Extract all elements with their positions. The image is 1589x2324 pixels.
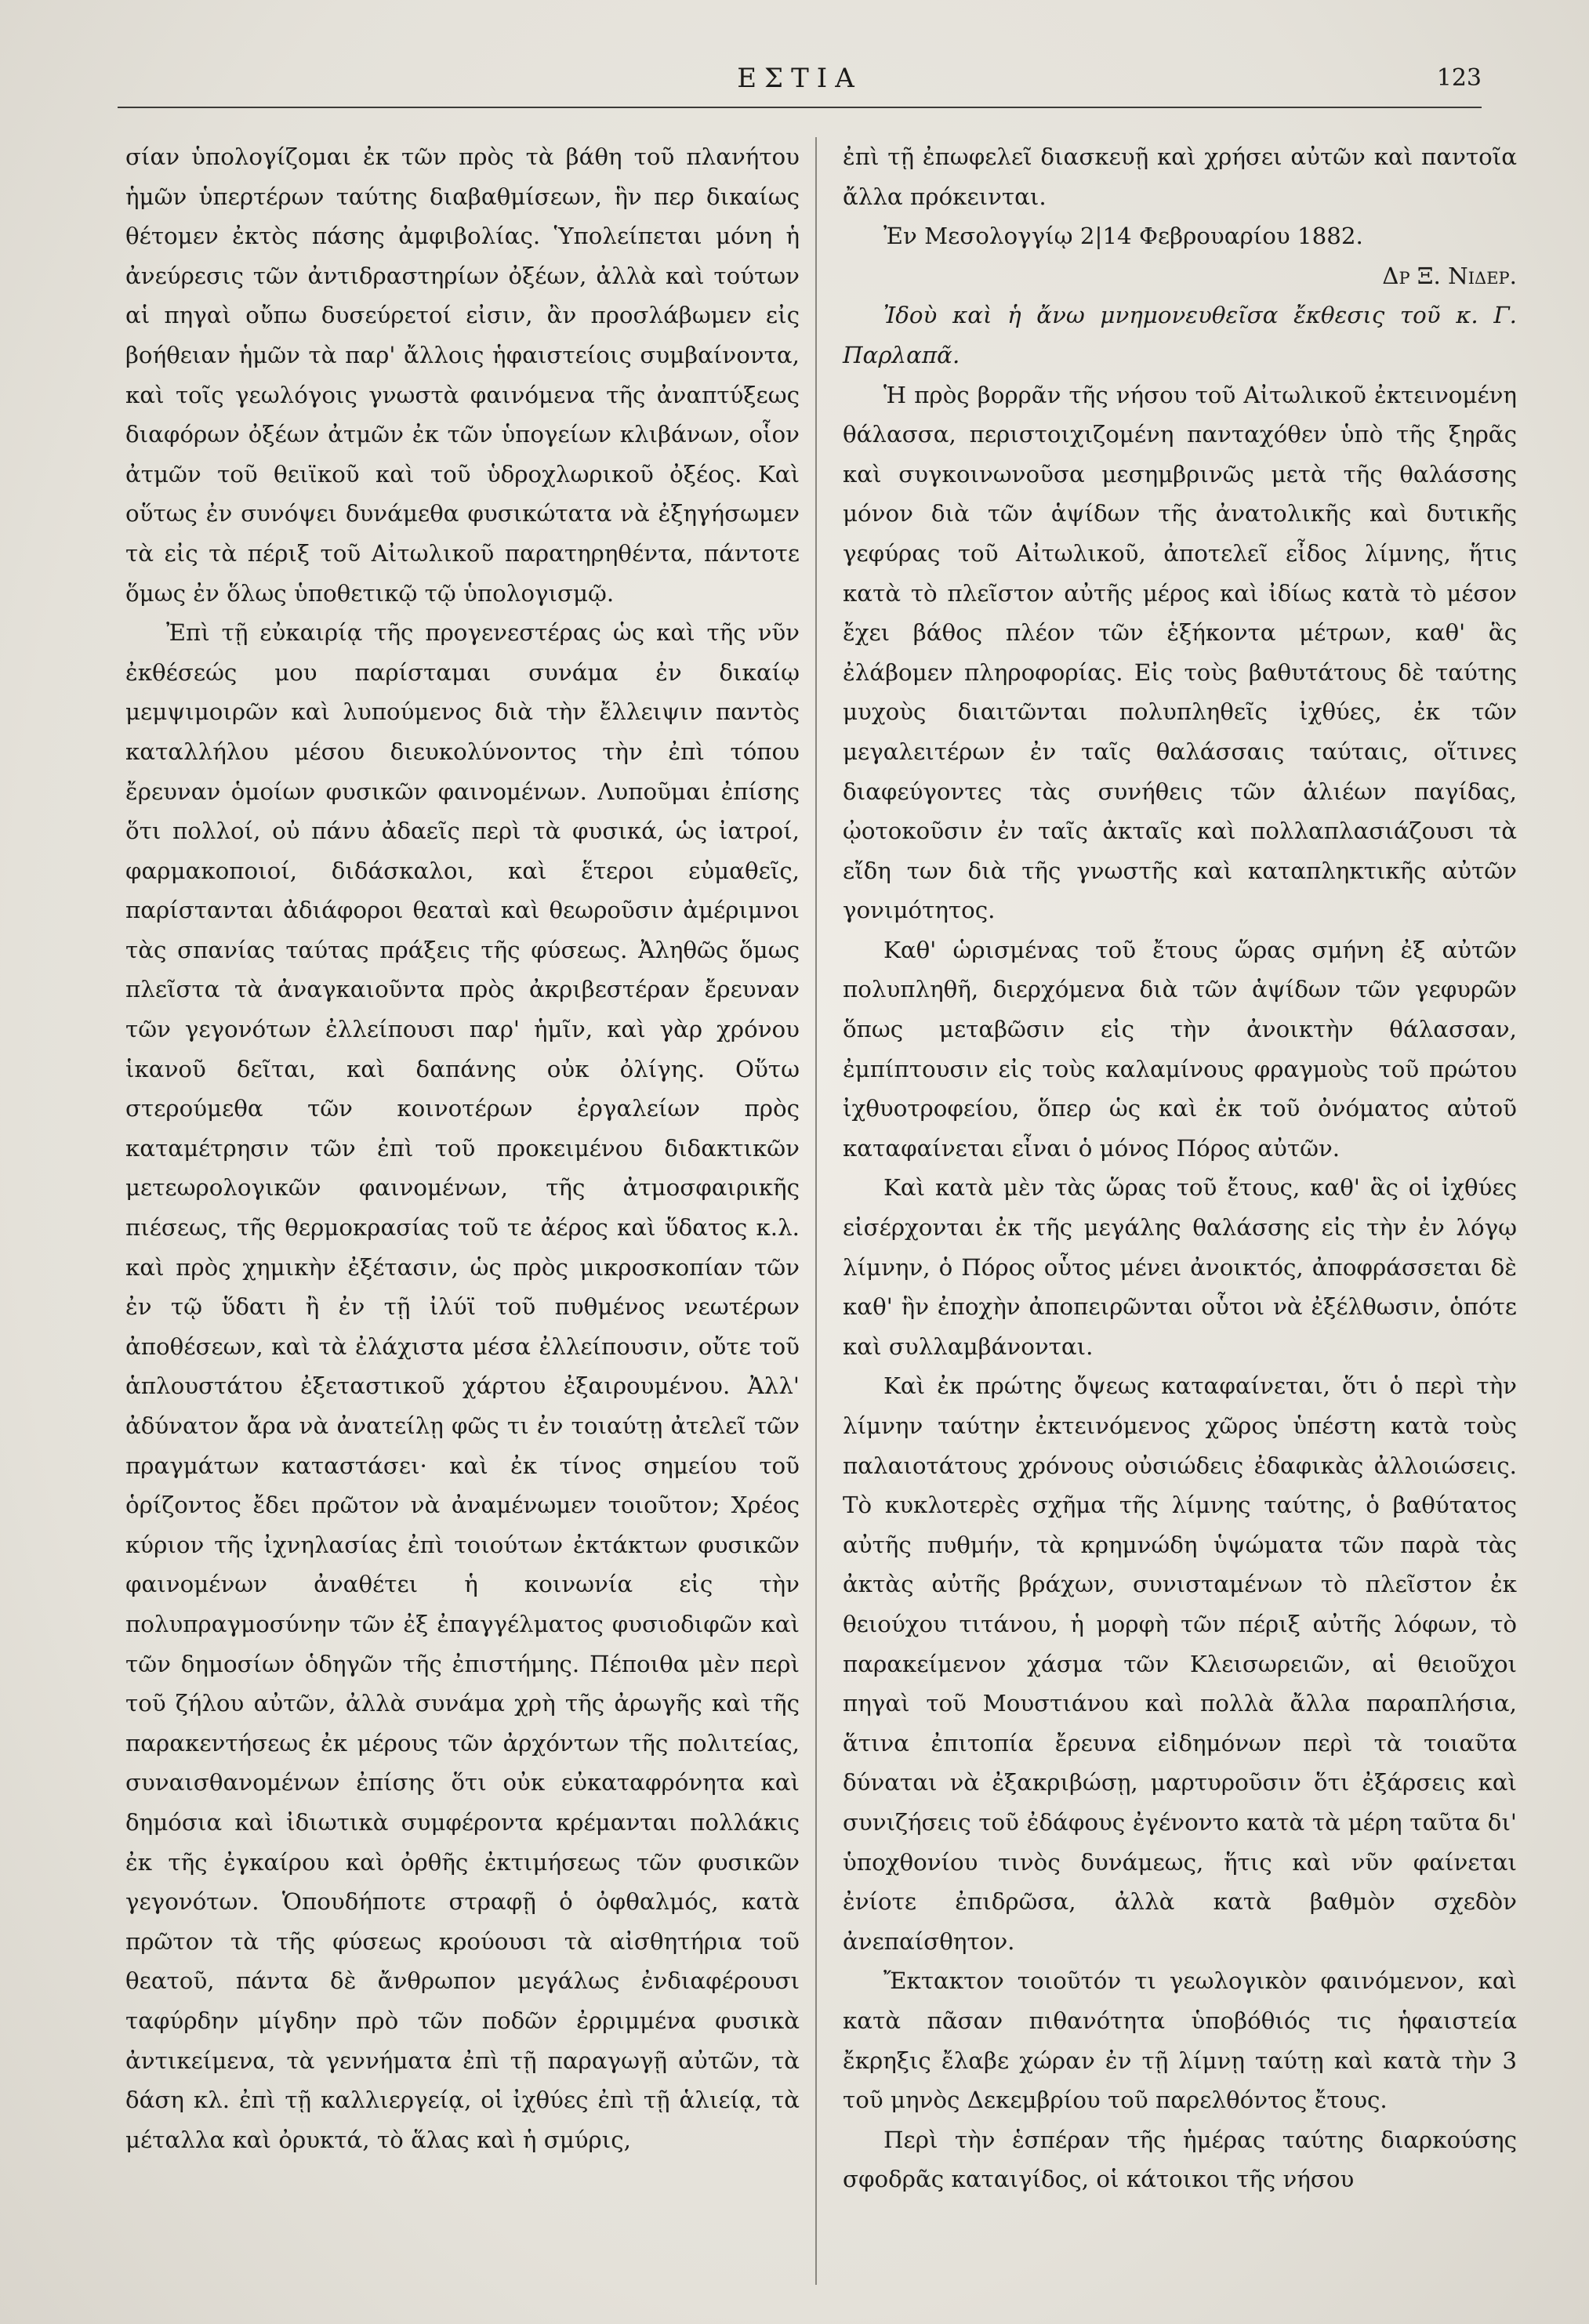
paragraph: σίαν ὑπολογίζομαι ἐκ τῶν πρὸς τὰ βάθη τοῦ πλανήτου ἡμῶν ὑπερτέρων ταύτης διαβαθμίσεων, ἣν περ δικαίως θέτομεν ἐκτὸς πάσης ἀμφιβολίας. Ὑπολείπεται μόνη ἡ ἀνεύρεσις τῶν ἀντιδραστηρίων ὀξέων, ἀλλὰ καὶ τούτων αἱ πηγαὶ οὔπω δυσεύρετοί εἰσιν, ἂν προσλάβωμεν εἰς βοήθειαν ἡμῶν τὰ παρ' ἄλλοις ἡφαιστείοις συμβαίνοντα, καὶ τοῖς γεωλόγοις γνωστὰ φαινόμενα τῆς ἀναπτύξεως διαφόρων ὀξέων ἀτμῶν ἐκ τῶν ὑπογείων κλιβάνων, οἷον ἀτμῶν τοῦ θειϊκοῦ καὶ τοῦ ὑδροχλωρικοῦ ὀξέος. Καὶ οὕτως ἐν συνόψει δυνάμεθα φυσικώτατα νὰ ἐξηγήσωμεν τὰ εἰς τὰ πέριξ τοῦ Αἰτωλικοῦ παρατηρηθέντα, πάντοτε ὅμως ἐν ὅλως ὑποθετικῷ τῷ ὑπολογισμῷ. [125, 143, 800, 607]
paragraph: Ἡ πρὸς βορρᾶν τῆς νήσου τοῦ Αἰτωλικοῦ ἐκτεινομένη θάλασσα, περιστοιχιζομένη πανταχόθεν ὑπὸ τῆς ξηρᾶς καὶ συγκοινωνοῦσα μεσημβρινῶς μετὰ τῆς θαλάσσης μόνον διὰ τῶν ἁψίδων τῆς ἀνατολικῆς καὶ δυτικῆς γεφύρας τοῦ Αἰτωλικοῦ, ἀποτελεῖ εἶδος λίμνης, ἥτις κατὰ τὸ πλεῖστον αὐτῆς μέρος καὶ ἰδίως κατὰ τὸ μέσον ἔχει βάθος πλέον τῶν ἑξήκοντα μέτρων, καθ' ἃς ἐλάβομεν πληροφορίας. Εἰς τοὺς βαθυτάτους δὲ ταύτης μυχοὺς διαιτῶνται πολυπληθεῖς ἰχθύες, ἐκ τῶν μεγαλειτέρων ἐν ταῖς θαλάσσαις ταύταις, οἵτινες διαφεύγοντες τὰς συνήθεις τῶν ἁλιέων παγίδας, ᾠοτοκοῦσιν ἐν ταῖς ἀκταῖς καὶ πολλαπλασιάζουσι τὰ εἴδη των διὰ τῆς γνωστῆς καὶ καταπληκτικῆς αὐτῶν γονιμότητος. [843, 381, 1517, 924]
paragraph: Καὶ κατὰ μὲν τὰς ὥρας τοῦ ἔτους, καθ' ἃς οἱ ἰχθύες εἰσέρχονται ἐκ τῆς μεγάλης θαλάσσης εἰς τὴν ἐν λόγῳ λίμνην, ὁ Πόρος οὗτος μένει ἀνοικτός, ἀποφράσσεται δὲ καθ' ἣν ἐποχὴν ἀποπειρῶνται οὗτοι νὰ ἐξέλθωσιν, ὁπότε καὶ συλλαμβάνονται. [843, 1174, 1517, 1360]
page-number: 123 [1436, 64, 1482, 92]
right-column [843, 137, 1517, 2199]
left-column [125, 137, 800, 2159]
running-head [118, 63, 1482, 110]
paragraph: Καὶ ἐκ πρώτης ὄψεως καταφαίνεται, ὅτι ὁ περὶ τὴν λίμνην ταύτην ἐκτεινόμενος χῶρος ὑπέστη κατὰ τοὺς παλαιοτάτους χρόνους οὐσιώδεις ἐδαφικὰς ἀλλοιώσεις. Τὸ κυκλοτερὲς σχῆμα τῆς λίμνης ταύτης, ὁ βαθύτατος αὐτῆς πυθμήν, τὰ κρημνώδη ὑψώματα τῶν παρὰ τὰς ἀκτὰς αὐτῆς βράχων, συνισταμένων τὸ πλεῖστον ἐκ θειούχου τιτάνου, ἡ μορφὴ τῶν πέριξ αὐτῆς λόφων, τὸ παρακείμενον χάσμα τῶν Κλεισωρειῶν, αἱ θειοῦχοι πηγαὶ τοῦ Μουστιάνου καὶ πολλὰ ἄλλα παραπλήσια, ἅτινα ἐπιτοπία ἔρευνα εἰδημόνων περὶ τὰ τοιαῦτα δύναται νὰ ἐξακριβώσῃ, μαρτυροῦσιν ὅτι ἐξάρσεις καὶ συνιζήσεις τοῦ ἐδάφους ἐγένοντο κατὰ τὰ μέρη ταῦτα δι' ὑποχθονίου τινὸς δυνάμεως, ἥτις καὶ νῦν φαίνεται ἐνίοτε ἐπιδρῶσα, ἀλλὰ κατὰ βαθμὸν σχεδὸν ἀνεπαίσθητον. [843, 1372, 1517, 1955]
paragraph: ἐπὶ τῇ ἐπωφελεῖ διασκευῇ καὶ χρήσει αὐτῶν καὶ παντοῖα ἄλλα πρόκεινται. [843, 143, 1517, 210]
dateline: Ἐν Μεσολογγίῳ 2|14 Φεβρουαρίου 1882. [883, 223, 1363, 250]
report-introduction: Ἰδοὺ καὶ ἡ ἄνω μνημονευθεῖσα ἔκθεσις τοῦ κ. Γ. Παρλαπᾶ. [843, 302, 1517, 368]
journal-title: ΕΣΤΙΑ [737, 63, 862, 94]
paragraph: Ἐπὶ τῇ εὐκαιρίᾳ τῆς προγενεστέρας ὡς καὶ τῆς νῦν ἐκθέσεώς μου παρίσταμαι συνάμα ἐν δικαίῳ μεμψιμοιρῶν καὶ λυπούμενος διὰ τὴν ἔλλειψιν παντὸς καταλλήλου μέσου διευκολύνοντος τὴν ἐπὶ τόπου ἔρευναν ὁμοίων φυσικῶν φαινομένων. Λυποῦμαι ἐπίσης ὅτι πολλοί, οὐ πάνυ ἀδαεῖς περὶ τὰ φυσικά, ὡς ἰατροί, φαρμακοποιοί, διδάσκαλοι, καὶ ἕτεροι εὐμαθεῖς, παρίστανται ἀδιάφοροι θεαταὶ καὶ θεωροῦσιν ἀμέριμνοι τὰς σπανίας ταύτας πράξεις τῆς φύσεως. Ἀληθῶς ὅμως πλεῖστα τὰ ἀναγκαιοῦντα πρὸς ἀκριβεστέραν ἔρευναν τῶν γεγονότων ἐλλείπουσι παρ' ἡμῖν, καὶ γὰρ χρόνου ἱκανοῦ δεῖται, καὶ δαπάνης οὐκ ὀλίγης. Οὕτω στερούμεθα τῶν κοινοτέρων ἐργαλείων πρὸς καταμέτρησιν τῶν ἐπὶ τοῦ προκειμένου διδακτικῶν μετεωρολογικῶν φαινομένων, τῆς ἀτμοσφαιρικῆς πιέσεως, τῆς θερμοκρασίας τοῦ τε ἀέρος καὶ ὕδατος κ.λ. καὶ πρὸς χημικὴν ἐξέτασιν, ὡς πρὸς μικροσκοπίαν τῶν ἐν τῷ ὕδατι ἢ ἐν τῇ ἰλύϊ τοῦ πυθμένος νεωτέρων ἀποθέσεων, καὶ τὰ ἐλάχιστα μέσα ἐλλείπουσιν, οὔτε τοῦ ἁπλουστάτου ἐξεταστικοῦ χάρτου ἐξαιρουμένου. Ἀλλ' ἀδύνατον ἄρα νὰ ἀνατείλῃ φῶς τι ἐν τοιαύτῃ ἀτελεῖ τῶν πραγμάτων καταστάσει· καὶ ἐκ τίνος σημείου τοῦ ὁρίζοντος ἔδει πρῶτον νὰ ἀναμένωμεν τοιοῦτον; Χρέος κύριον τῆς ἰχνηλασίας ἐπὶ τοιούτων ἐκτάκτων φυσικῶν φαινομένων ἀναθέτει ἡ κοινωνία εἰς τὴν πολυπραγμοσύνην τῶν ἐξ ἐπαγγέλματος φυσιοδιφῶν καὶ τῶν δημοσίων ὁδηγῶν τῆς ἐπιστήμης. Πέποιθα μὲν περὶ τοῦ ζήλου αὐτῶν, ἀλλὰ συνάμα χρὴ τῆς ἀρωγῆς καὶ τῆς παρακεντήσεως ἐκ μέρους τῶν ἀρχόντων τῆς πολιτείας, συναισθανομένων ἐπίσης ὅτι οὐκ εὐκαταφρόνητα καὶ δημόσια καὶ ἰδιωτικὰ συμφέροντα κρέμανται πολλάκις ἐκ τῆς ἐγκαίρου καὶ ὀρθῆς ἐκτιμήσεως τῶν φυσικῶν γεγονότων. Ὁπουδήποτε στραφῇ ὁ ὀφθαλμός, κατὰ πρῶτον τὰ τῆς φύσεως κρούουσι τὰ αἰσθητήρια τοῦ θεατοῦ, πάντα δὲ ἄνθρωπον μεγάλως ἐνδιαφέρουσι ταφύρδην μίγδην πρὸ τῶν ποδῶν ἐρριμμένα φυσικὰ ἀντικείμενα, τὰ γεννήματα ἐπὶ τῇ παραγωγῇ αὐτῶν, τὰ δάση κλ. ἐπὶ τῇ καλλιεργείᾳ, οἱ ἰχθύες ἐπὶ τῇ ἁλιείᾳ, τὰ μέταλλα καὶ ὀρυκτά, τὸ ἅλας καὶ ἡ σμύρις, [125, 619, 800, 2153]
header-rule [118, 107, 1482, 108]
paragraph: Περὶ τὴν ἑσπέραν τῆς ἡμέρας ταύτης διαρκούσης σφοδρᾶς καταιγίδος, οἱ κάτοικοι τῆς νήσου [843, 2126, 1517, 2193]
paragraph: Καθ' ὡρισμένας τοῦ ἔτους ὥρας σμήνη ἐξ αὐτῶν πολυπληθῆ, διερχόμενα διὰ τῶν ἁψίδων τῶν γεφυρῶν ὅπως μεταβῶσιν εἰς τὴν ἀνοικτὴν θάλασσαν, ἐμπίπτουσιν εἰς τοὺς καλαμίνους φραγμοὺς τοῦ πρώτου ἰχθυοτροφείου, ὅπερ ὡς καὶ ἐκ τοῦ ὀνόματος αὐτοῦ καταφαίνεται εἶναι ὁ μόνος Πόρος αὐτῶν. [843, 936, 1517, 1162]
column-divider [815, 137, 817, 2285]
paragraph: Ἔκτακτον τοιοῦτόν τι γεωλογικὸν φαινόμενον, καὶ κατὰ πᾶσαν πιθανότητα ὑποβόθιός τις ἡφαιστεία ἔκρηξις ἔλαβε χώραν ἐν τῇ λίμνῃ ταύτῃ καὶ κατὰ τὴν 3 τοῦ μηνὸς Δεκεμβρίου τοῦ παρελθόντος ἔτους. [843, 1967, 1517, 2114]
author-signature: Δρ Ξ. Νιδερ. [1382, 262, 1517, 289]
